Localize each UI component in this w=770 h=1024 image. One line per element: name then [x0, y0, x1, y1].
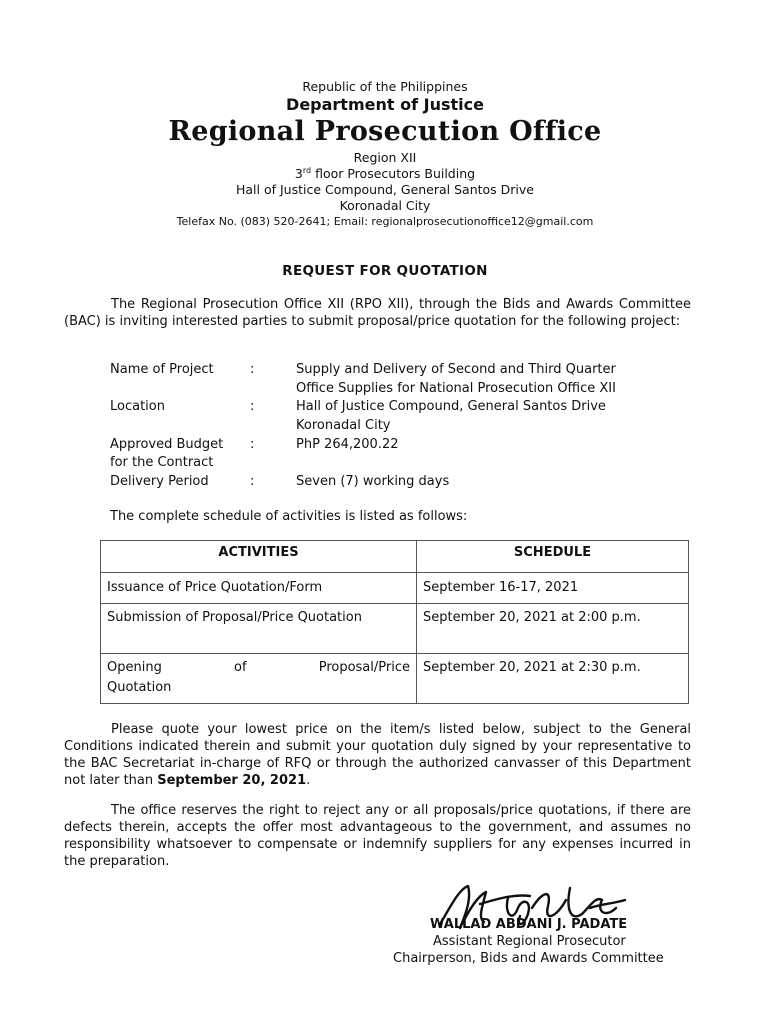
instructions-paragraph — [64, 721, 691, 789]
delivery-colon: : — [250, 474, 255, 489]
department-name: Department of Justice — [286, 95, 484, 114]
delivery-value: Seven (7) working days — [296, 474, 450, 489]
contact-line: Telefax No. (083) 520-2641; Email: regionalprosecutionoffice12@gmail.com — [176, 215, 594, 228]
activity-line-1 — [107, 658, 410, 678]
table-row — [101, 573, 689, 604]
location-colon: : — [250, 399, 255, 414]
office-name: Regional Prosecution Office — [168, 116, 602, 147]
floor-number: 3 — [294, 166, 303, 182]
budget-label-2: for the Contract — [110, 455, 214, 470]
schedule-header: SCHEDULE — [417, 541, 689, 573]
floor-superscript: rd — [302, 166, 312, 175]
activity-cell: Submission of Proposal/Price Quotation — [101, 604, 417, 654]
location-value-1: Hall of Justice Compound, General Santos Drive — [296, 399, 606, 414]
activity-line-2: Quotation — [107, 680, 172, 695]
reservation-paragraph: The office reserves the right to reject any or all proposals/price quotations, if there are defects therein, accepts the offer most advantageous to the government, and assumes no responsibility whatsoever to compensate or indemnify suppliers for any expenses incurred in the preparation. — [64, 803, 691, 869]
floor-rest: floor Prosecutors Building — [311, 166, 476, 182]
activity-cell — [101, 654, 417, 704]
intro-paragraph: The Regional Prosecution Office XII (RPO XII), through the Bids and Awards Committee (BAC) is inviting interested parties to submit proposal/price quotation for the following project: — [64, 297, 691, 329]
schedule-table — [100, 540, 689, 704]
budget-colon: : — [250, 437, 255, 452]
budget-value: PhP 264,200.22 — [296, 437, 399, 452]
schedule-cell: September 16-17, 2021 — [417, 573, 689, 604]
signatory-name: WALLAD ABDANI J. PADATE — [430, 917, 628, 932]
schedule-intro: The complete schedule of activities is listed as follows: — [110, 509, 468, 524]
address-line-2: Koronadal City — [339, 198, 431, 213]
signatory-position: Assistant Regional Prosecutor — [433, 934, 626, 949]
project-name-value-1: Supply and Delivery of Second and Third Quarter — [296, 362, 616, 377]
deadline-date: September 20, 2021 — [157, 773, 307, 788]
budget-label-1: Approved Budget — [110, 437, 224, 452]
delivery-label: Delivery Period — [110, 474, 209, 489]
activities-header: ACTIVITIES — [101, 541, 417, 573]
document-title: REQUEST FOR QUOTATION — [282, 263, 488, 279]
location-label: Location — [110, 399, 165, 414]
table-row — [101, 654, 689, 704]
schedule-cell: September 20, 2021 at 2:30 p.m. — [417, 654, 689, 704]
table-header-row — [101, 541, 689, 573]
address-line-1: Hall of Justice Compound, General Santos Drive — [235, 182, 534, 197]
project-name-value-2: Office Supplies for National Prosecution Office XII — [296, 381, 616, 396]
building-line — [0, 166, 770, 181]
republic-line: Republic of the Philippines — [302, 79, 468, 94]
activity-cell: Issuance of Price Quotation/Form — [101, 573, 417, 604]
project-name-colon: : — [250, 362, 255, 377]
location-value-2: Koronadal City — [296, 418, 391, 433]
activity-word: of — [234, 660, 247, 675]
project-name-label: Name of Project — [110, 362, 214, 377]
activity-word: Opening — [107, 660, 162, 675]
activity-word: Proposal/Price — [318, 660, 410, 675]
instructions-end: . — [306, 773, 311, 788]
instructions-text: Please quote your lowest price on the item/s listed below, subject to the General Conditions indicated therein and submit your quotation duly signed by your representative to the BAC Secretariat in-charge of RFQ or through the authorized canvasser of this Department not later than — [64, 722, 691, 788]
schedule-cell: September 20, 2021 at 2:00 p.m. — [417, 604, 689, 654]
table-row — [101, 604, 689, 654]
region-line: Region XII — [353, 150, 417, 165]
signatory-role: Chairperson, Bids and Awards Committee — [393, 951, 664, 966]
